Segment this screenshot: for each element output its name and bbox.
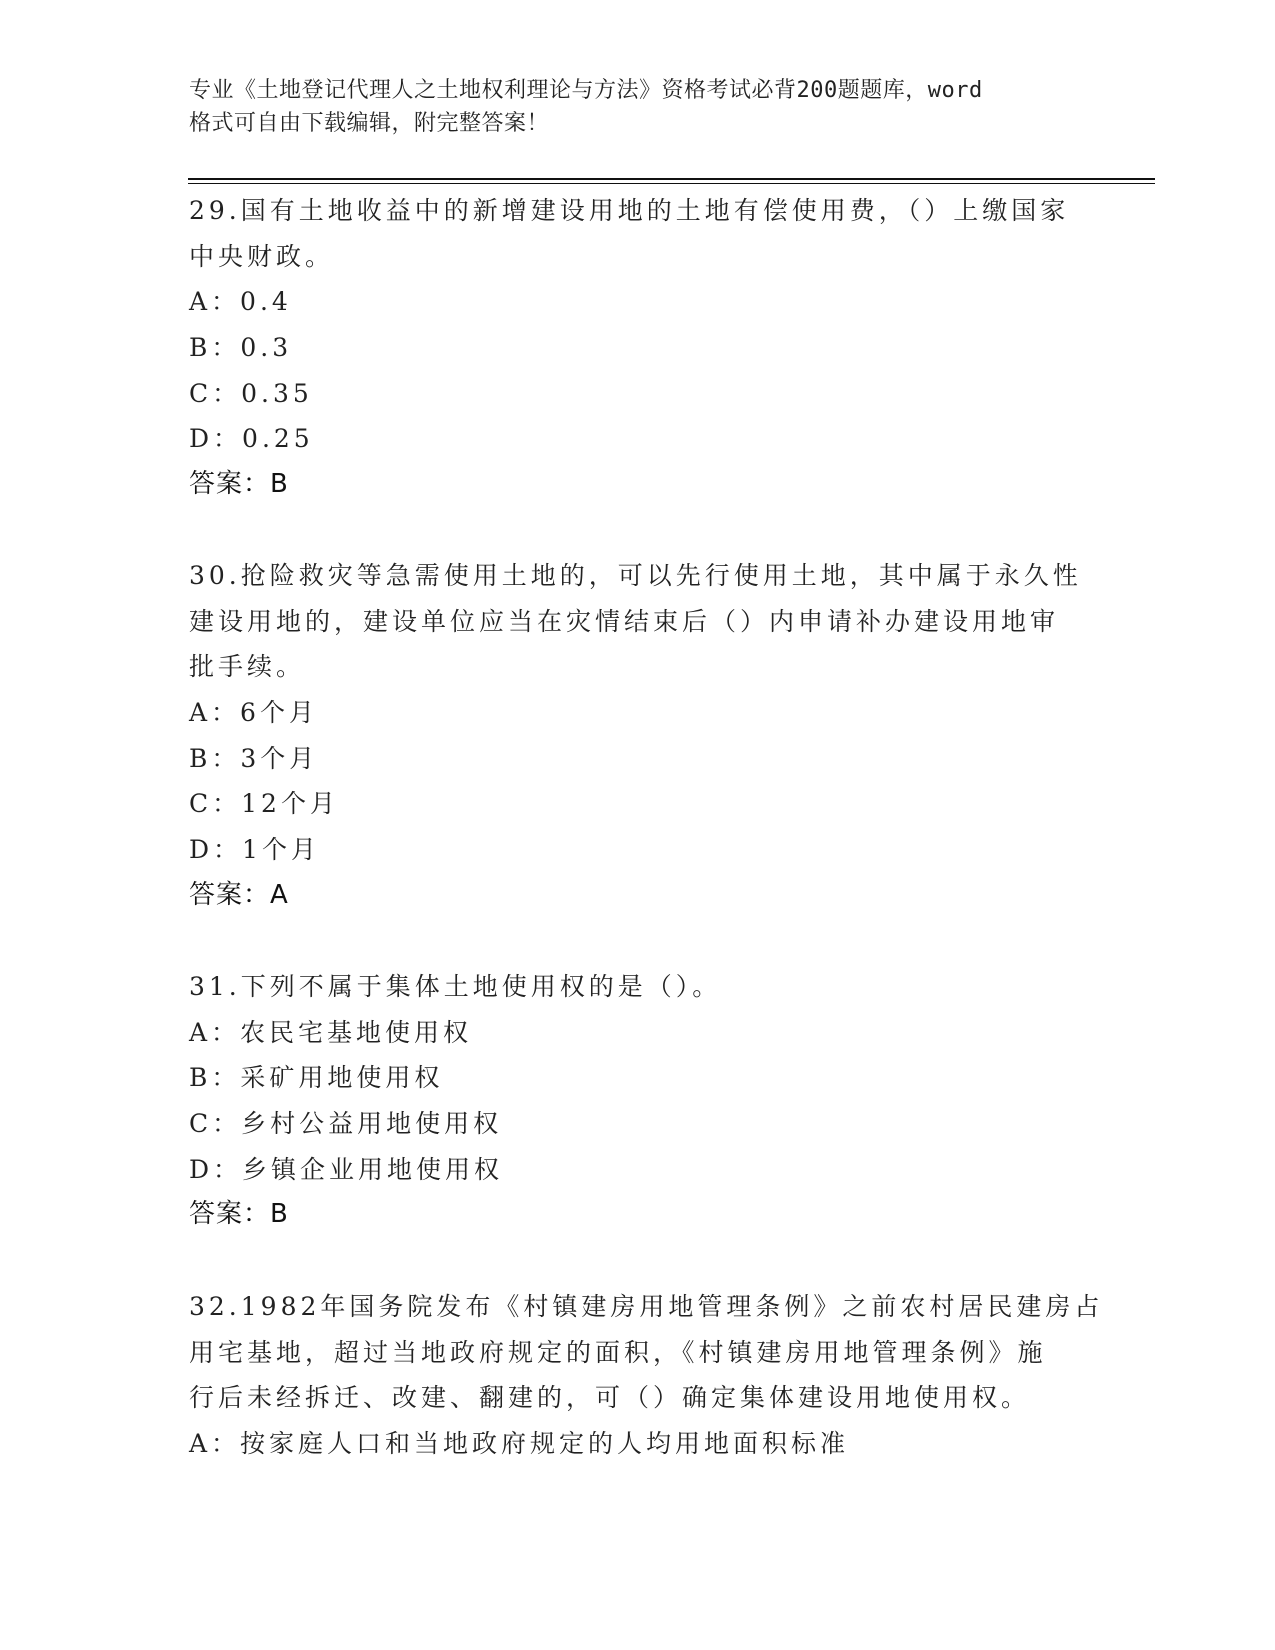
header-line-1: 专业《土地登记代理人之土地权利理论与方法》资格考试必背200题题库，word	[189, 78, 983, 103]
option-c: C：乡村公益用地使用权	[189, 1109, 503, 1139]
question-stem-line: 32.1982年国务院发布《村镇建房用地管理条例》之前农村居民建房占	[189, 1292, 1104, 1321]
question-stem-line: 31.下列不属于集体土地使用权的是（）。	[189, 972, 722, 1001]
option-d: D：乡镇企业用地使用权	[189, 1154, 504, 1184]
option-a: A：6个月	[189, 698, 318, 728]
question-stem-line: 中央财政。	[189, 241, 335, 271]
question-31	[189, 964, 1089, 1238]
question-29	[189, 188, 1089, 508]
option-b: B：3个月	[189, 743, 319, 773]
answer-label: 答案：A	[189, 879, 289, 910]
option-c: C：12个月	[189, 789, 339, 819]
answer-label: 答案：B	[189, 1199, 289, 1230]
question-stem-line: 建设用地的，建设单位应当在灾情结束后（）内申请补办建设用地审	[189, 606, 1060, 636]
option-c: C：0.35	[189, 378, 313, 408]
option-a: A：按家庭人口和当地政府规定的人均用地面积标准	[189, 1429, 850, 1459]
option-d: D：0.25	[189, 424, 314, 454]
header-line-2: 格式可自由下载编辑，附完整答案！	[189, 111, 550, 136]
question-32	[189, 1284, 1104, 1467]
option-a: A：农民宅基地使用权	[189, 1017, 473, 1047]
document-header	[189, 74, 1069, 140]
option-b: B：采矿用地使用权	[189, 1063, 444, 1093]
header-divider-thin	[188, 183, 1155, 184]
question-stem-line: 29.国有土地收益中的新增建设用地的土地有偿使用费，（）上缴国家	[189, 196, 1070, 225]
option-b: B：0.3	[189, 333, 293, 363]
question-stem-line: 用宅基地，超过当地政府规定的面积，《村镇建房用地管理条例》施	[189, 1337, 1047, 1367]
question-stem-line: 批手续。	[189, 652, 306, 682]
option-a: A：0.4	[189, 287, 292, 317]
question-stem-line: 行后未经拆迁、改建、翻建的，可（）确定集体建设用地使用权。	[189, 1383, 1031, 1413]
question-stem-line: 30.抢险救灾等急需使用土地的，可以先行使用土地，其中属于永久性	[189, 561, 1082, 590]
option-d: D：1个月	[189, 835, 320, 865]
answer-label: 答案：B	[189, 469, 289, 500]
header-divider-thick	[188, 178, 1155, 180]
question-30	[189, 553, 1089, 919]
